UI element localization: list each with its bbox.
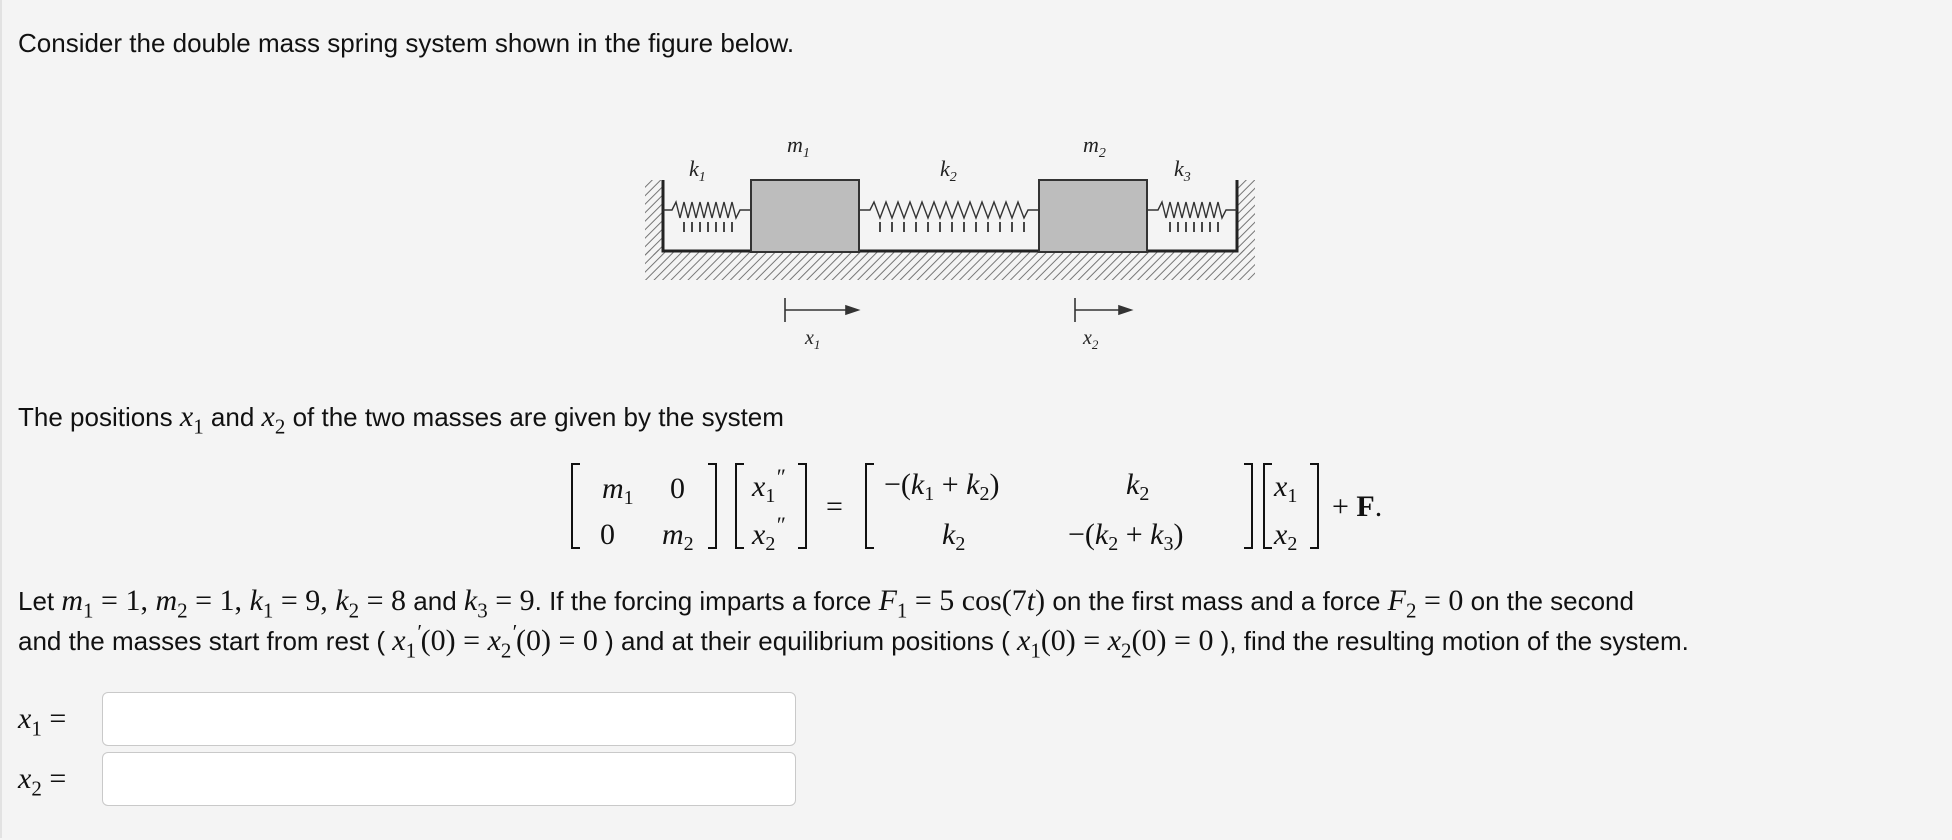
K-21: $k_2$ [942, 518, 966, 555]
M-11: $m_1$ [602, 472, 634, 509]
M-22: $m_2$ [662, 518, 694, 555]
mass-1 [751, 180, 859, 252]
equals-sign: = [826, 490, 843, 523]
answer-label-x1: $x_1$ = [18, 702, 67, 741]
K-12: $k_2$ [1126, 468, 1150, 505]
positions-text: The positions $x_1$ and $x_2$ of the two masses are given by the system [18, 400, 784, 439]
intro-text: Consider the double mass spring system shown in the figure below. [18, 28, 795, 58]
problem-line-1: Let $m_1 = 1$, $m_2 = 1$, $k_1 = 9$, $k_2 = 8$ and $k_3 = 9$. If the forcing imparts a force $F_1 = 5$ cos(7t) on the first mass and a force $F_2 = 0$ on the second [18, 584, 1634, 623]
spring-k3 [1147, 202, 1237, 218]
label-k2: $k_2$ [940, 156, 957, 185]
label-m1: $m_1$ [787, 132, 810, 161]
accel-2: $x_2''$ [752, 512, 785, 555]
M-12: 0 [670, 472, 685, 505]
K-11: $-(k_1 + k_2)$ [884, 468, 1000, 505]
pos-2: $x_2$ [1274, 518, 1298, 555]
M-21: 0 [600, 518, 615, 551]
problem-line-2: and the masses start from rest ( $x_1'(0) = x_2'(0) = 0$ ) and at their equilibrium positions ( $x_1(0) = x_2(0) = 0$ ), find the resulting motion of the system. [18, 620, 1689, 663]
K-22: $-(k_2 + k_3)$ [1068, 518, 1184, 555]
answer-label-x2: $x_2$ = [18, 762, 67, 801]
label-x1: $x_1$ [805, 327, 821, 352]
label-m2: $m_2$ [1083, 132, 1106, 161]
mass-2 [1039, 180, 1147, 252]
matrix-equation [560, 455, 1420, 575]
label-k1: $k_1$ [689, 156, 706, 185]
spring-k2 [859, 202, 1039, 218]
label-x2: $x_2$ [1083, 327, 1099, 352]
label-k3: $k_3$ [1174, 156, 1191, 185]
forcing-term: + F. [1332, 490, 1383, 523]
pos-1: $x_1$ [1274, 470, 1298, 507]
answer-input-x2[interactable] [102, 752, 796, 806]
spring-mass-diagram [640, 130, 1260, 360]
accel-1: $x_1''$ [752, 464, 785, 507]
spring-k1 [663, 202, 751, 218]
answer-input-x1[interactable] [102, 692, 796, 746]
